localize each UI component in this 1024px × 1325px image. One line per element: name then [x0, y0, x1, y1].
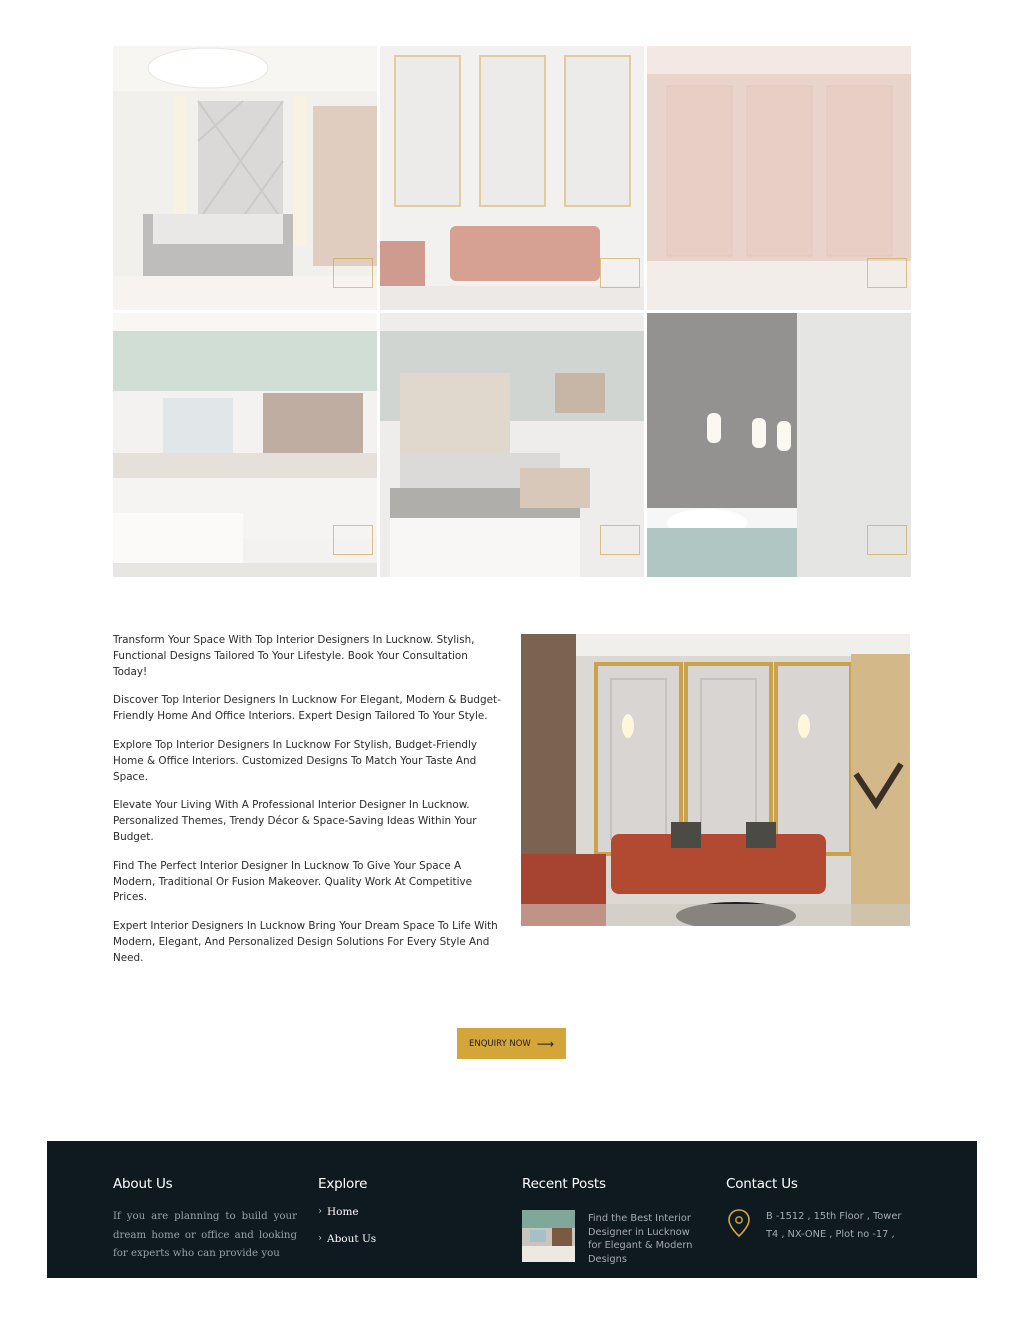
footer-link-label: About Us — [327, 1233, 377, 1245]
featured-living-room-image — [521, 634, 910, 926]
description-paragraph: Explore Top Interior Designers In Lucknow For Stylish, Budget-Friendly Home & Office Interiors. Customized Designs To Match Your Taste And Space. — [113, 738, 478, 783]
recent-post-thumbnail[interactable] — [522, 1210, 575, 1262]
watermark-logo — [333, 525, 373, 555]
watermark-logo — [600, 258, 640, 288]
footer-link-label: Home — [327, 1206, 359, 1218]
footer-about-text: If you are planning to build your dream home or office and looking for experts who can provide you — [113, 1211, 297, 1259]
gallery-image-bathroom-vanity[interactable] — [647, 313, 911, 577]
watermark-logo — [867, 525, 907, 555]
gallery-image-pink-paneled-room[interactable] — [647, 46, 911, 310]
gallery-image-modular-kitchen[interactable] — [113, 313, 377, 577]
arrow-right-icon: ⟶ — [536, 1036, 555, 1051]
gallery-image-living-room-orange-sofa[interactable] — [380, 46, 644, 310]
description-block — [113, 633, 503, 980]
description-paragraph: Transform Your Space With Top Interior Designers In Lucknow. Stylish, Functional Designs Tailored To Your Lifestyle. Book Your Consultation Today! — [113, 634, 475, 678]
image-gallery — [113, 46, 910, 577]
gallery-image-bedroom-tufted-bed[interactable] — [380, 313, 644, 577]
enquiry-now-label: ENQUIRY NOW — [468, 1038, 531, 1049]
watermark-logo — [333, 258, 373, 288]
location-pin-icon — [726, 1208, 752, 1238]
watermark-logo — [600, 525, 640, 555]
chevron-right-icon: › — [318, 1206, 322, 1217]
footer-about-column — [113, 1176, 297, 1264]
site-footer — [47, 1141, 977, 1278]
footer-link-home[interactable] — [318, 1206, 376, 1233]
footer-recent-posts-column — [522, 1176, 706, 1266]
contact-address: B -1512 , 15th Floor , Tower T4 , NX-ONE , Plot no -17 , — [766, 1211, 902, 1240]
footer-contact-heading: Contact Us — [726, 1176, 798, 1192]
watermark-logo — [867, 258, 907, 288]
recent-post-item[interactable] — [522, 1210, 706, 1266]
footer-contact-column — [726, 1176, 906, 1243]
footer-link-about-us[interactable] — [318, 1233, 376, 1260]
description-paragraph: Expert Interior Designers In Lucknow Bring Your Dream Space To Life With Modern, Elegant, And Personalized Design Solutions For Every Style And Need. — [113, 920, 498, 964]
chevron-right-icon: › — [318, 1233, 322, 1244]
footer-explore-heading: Explore — [318, 1176, 368, 1192]
description-paragraph: Discover Top Interior Designers In Lucknow For Elegant, Modern & Budget-Friendly Home And Office Interiors. Expert Design Tailored To Your Style. — [113, 694, 501, 723]
contact-address-row — [726, 1208, 906, 1243]
footer-explore-links — [318, 1206, 376, 1260]
recent-post-title[interactable]: Find the Best Interior Designer in Lucknow for Elegant & Modern Designs — [588, 1213, 693, 1265]
enquiry-now-button[interactable] — [457, 1028, 566, 1059]
description-paragraph: Elevate Your Living With A Professional Interior Designer In Lucknow. Personalized Themes, Trendy Décor & Space-Saving Ideas Within Your Budget. — [113, 799, 477, 843]
footer-recent-posts-heading: Recent Posts — [522, 1176, 606, 1192]
gallery-image-bedroom-grey-headboard[interactable] — [113, 46, 377, 310]
footer-about-heading: About Us — [113, 1176, 173, 1192]
footer-explore-column — [318, 1176, 376, 1260]
description-paragraph: Find The Perfect Interior Designer In Lucknow To Give Your Space A Modern, Traditional Or Fusion Makeover. Quality Work At Competitive Prices. — [113, 859, 473, 904]
